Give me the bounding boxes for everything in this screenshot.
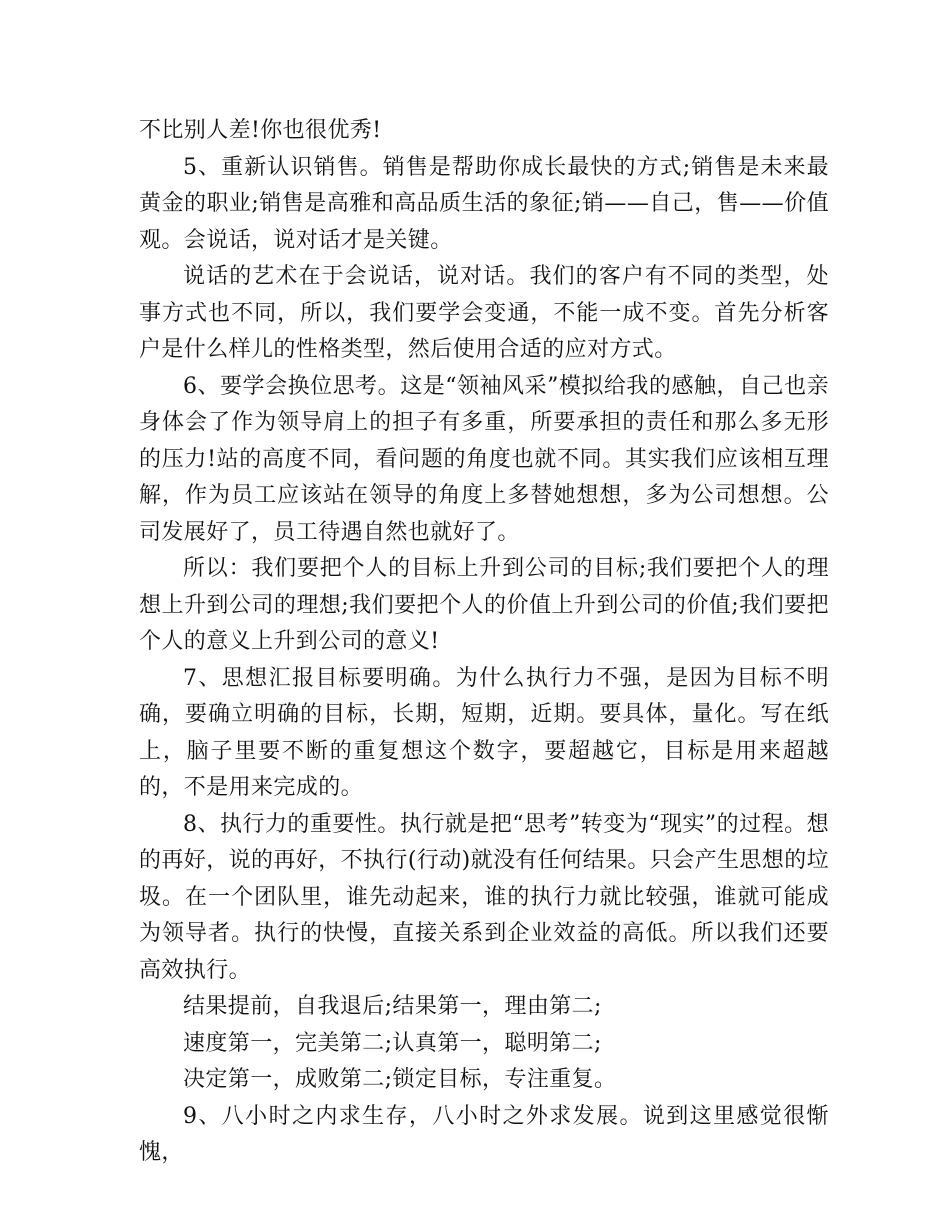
paragraph-8: 结果提前，自我退后;结果第一，理由第二; — [183, 994, 602, 1019]
paragraph-1: 不比别人差!你也很优秀! — [139, 118, 382, 143]
paragraph-6: 7、思想汇报目标要明确。为什么执行力不强，是因为目标不明确，要确立明确的目标，长期，短期，近期。要具体，量化。写在纸上，脑子里要不断的重复想这个数字，要超越它，目标是用来超越的，不是用来完成的。 — [139, 665, 829, 800]
paragraph-10: 决定第一，成败第二;锁定目标，专注重复。 — [183, 1067, 617, 1092]
paragraph-11: 9、八小时之内求生存，八小时之外求发展。说到这里感觉很惭愧， — [139, 1103, 829, 1165]
paragraph-9: 速度第一，完美第二;认真第一，聪明第二; — [183, 1030, 602, 1056]
paragraph-5: 所以：我们要把个人的目标上升到公司的目标;我们要把个人的理想上升到公司的理想;我们要把个人的价值上升到公司的价值;我们要把个人的意义上升到公司的意义! — [139, 556, 829, 654]
paragraph-4: 6、要学会换位思考。这是“领袖风采”模拟给我的感触，自己也亲身体会了作为领导肩上的担子有多重，所要承担的责任和那么多无形的压力!站的高度不同，看问题的角度也就不同。其实我们应该相互理解，作为员工应该站在领导的角度上多替她想想，多为公司想想。公司发展好了，员工待遇自然也就好了。 — [139, 373, 829, 545]
paragraph-7: 8、执行力的重要性。执行就是把“思考”转变为“现实”的过程。想的再好，说的再好，不执行(行动)就没有任何结果。只会产生思想的垃圾。在一个团队里，谁先动起来，谁的执行力就比较强，谁就可能成为领导者。执行的快慢，直接关系到企业效益的高低。所以我们还要高效执行。 — [139, 811, 829, 983]
paragraph-3: 说话的艺术在于会说话，说对话。我们的客户有不同的类型，处事方式也不同，所以，我们要学会变通，不能一成不变。首先分析客户是什么样儿的性格类型，然后使用合适的应对方式。 — [139, 264, 829, 362]
document-body — [139, 113, 829, 1172]
paragraph-2: 5、重新认识销售。销售是帮助你成长最快的方式;销售是未来最黄金的职业;销售是高雅和高品质生活的象征;销——自己，售——价值观。会说话，说对话才是关键。 — [139, 154, 829, 253]
